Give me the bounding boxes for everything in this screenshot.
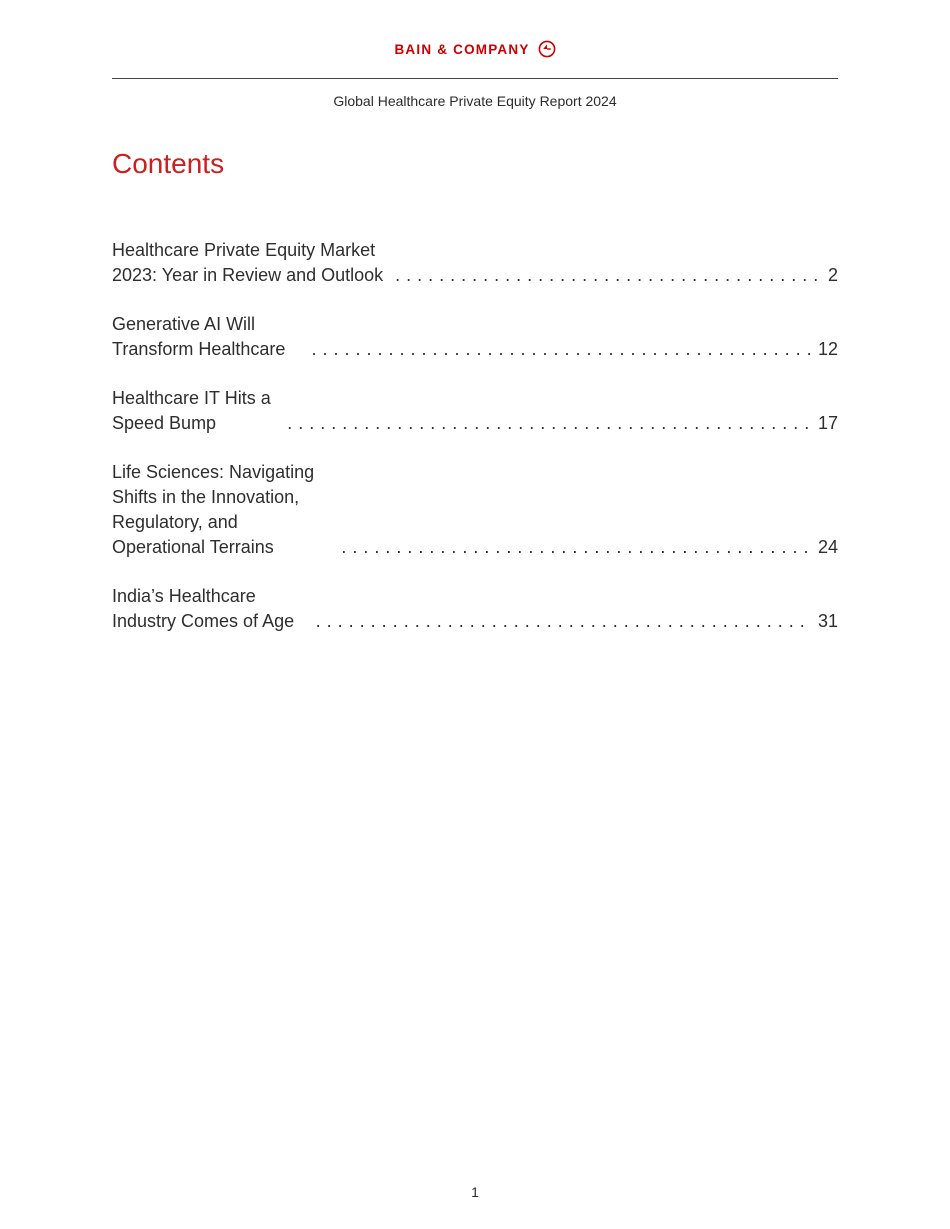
- toc-entry-title: Healthcare IT Hits a Speed Bump: [112, 388, 271, 433]
- toc-leader-dots: [287, 411, 812, 436]
- bain-logo-mark-icon: [538, 40, 556, 58]
- toc-leader-dots: [395, 263, 822, 288]
- toc-entry-page: 12: [817, 339, 838, 359]
- toc-entry-page: 17: [817, 413, 838, 433]
- toc-entry-page: 2: [827, 265, 838, 285]
- toc-entry-title: Generative AI Will Transform Healthcare: [112, 314, 286, 359]
- toc-entry[interactable]: [112, 460, 838, 560]
- toc-leader-dots: [341, 535, 812, 560]
- header-divider: [112, 78, 838, 79]
- toc-entry-title: India’s Healthcare Industry Comes of Age: [112, 586, 295, 631]
- report-title: Global Healthcare Private Equity Report 2024: [333, 93, 617, 109]
- toc-entry[interactable]: [112, 386, 838, 436]
- brand-name: BAIN & COMPANY: [394, 41, 530, 57]
- page-header: [0, 40, 950, 58]
- toc-leader-dots: [311, 337, 811, 362]
- toc-entry[interactable]: [112, 584, 838, 634]
- toc-leader-dots: [316, 609, 812, 634]
- brand-logo: [394, 40, 555, 58]
- toc-entry[interactable]: [112, 238, 838, 288]
- toc-entry-title: Life Sciences: Navigating Shifts in the Innovation, Regulatory, and Operational Terrains: [112, 462, 315, 557]
- toc-entry[interactable]: [112, 312, 838, 362]
- toc-entry-title: Healthcare Private Equity Market 2023: Year in Review and Outlook: [112, 240, 384, 285]
- toc-entry-page: 24: [817, 537, 838, 557]
- toc-entry-page: 31: [817, 611, 838, 631]
- page-number: 1: [471, 1184, 479, 1200]
- table-of-contents: [112, 238, 838, 658]
- contents-heading: Contents: [112, 148, 225, 179]
